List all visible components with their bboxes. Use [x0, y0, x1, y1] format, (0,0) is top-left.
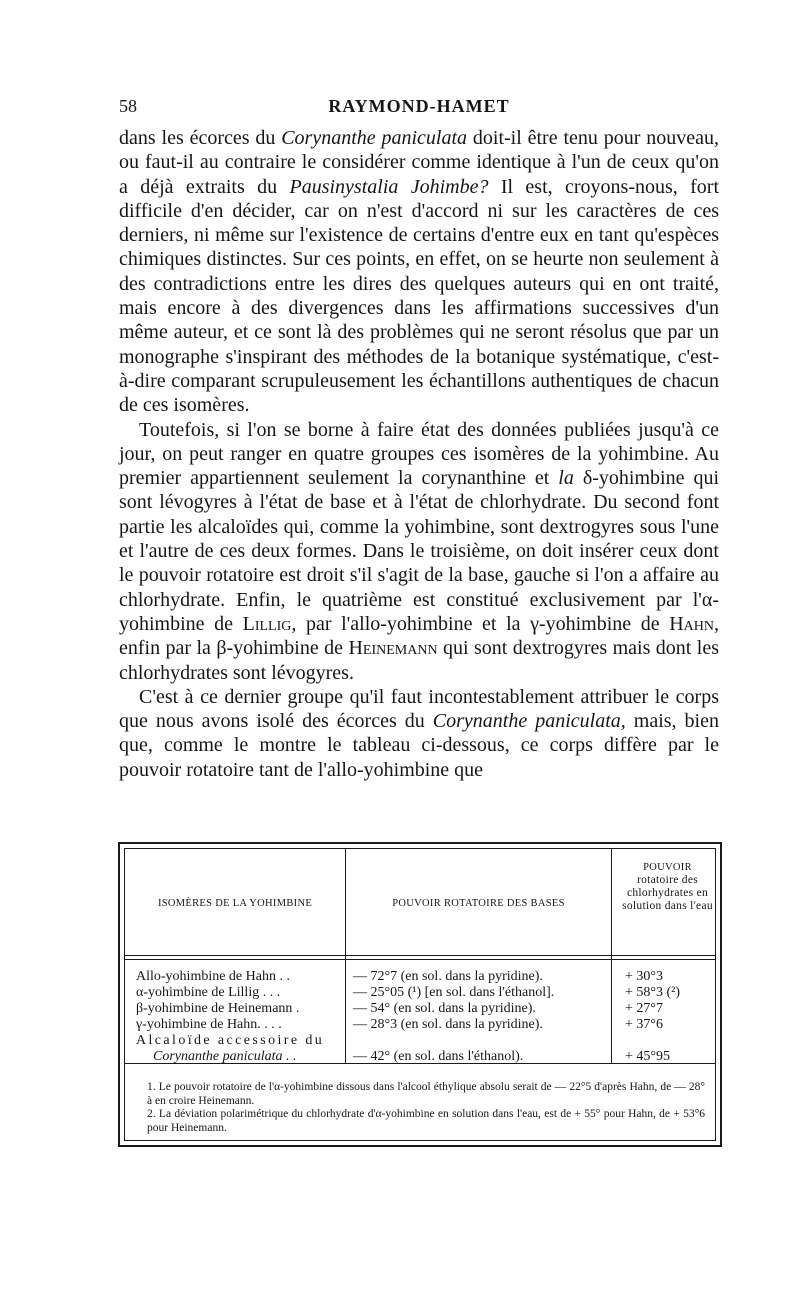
- row-chlor: + 45°95: [625, 1049, 670, 1064]
- text-run: , enfin par la β-yohimbine de: [119, 612, 719, 660]
- row-bases: — 28°3 (en sol. dans la pyridine).: [353, 1017, 543, 1032]
- row-isomer: Allo-yohimbine de Hahn . .: [136, 969, 290, 984]
- paragraph-2: [119, 418, 719, 685]
- row-bases: — 54° (en sol. dans la pyridine).: [353, 1001, 536, 1016]
- italic-text: la: [558, 467, 574, 490]
- row-chlor: + 30°3: [625, 969, 663, 984]
- header-chlorhydrates: [620, 861, 715, 913]
- author-name: Hahn: [669, 612, 714, 635]
- text-run: Il est, croyons-nous, fort difficile d'en décider, car on n'est d'accord ni sur les caractères de ces derniers, ni même sur l'existence de certains d'entre eux en tant qu'espèces chimiques distinctes. Sur ces points, en effet, on se heurte non seulement à des contradictions entre les dires des quelques auteurs qui en ont traité, mais encore à des divergences dans les affirmations successives d'un même auteur, et ce sont là des problèmes qui ne seront résolus que par un monographe s'inspirant des méthodes de la botanique systématique, c'est-à-dire comparant scrupuleusement les échantillons authentiques de chacun de ces isomères.: [119, 175, 720, 417]
- italic-species-name: Corynanthe paniculata: [281, 127, 468, 149]
- text-run: , par l'allo-yohimbine et la γ-yohimbine de: [291, 612, 670, 635]
- row-isomer: α-yohimbine de Lillig . . .: [136, 985, 281, 1000]
- header-rule: [125, 955, 715, 956]
- text-run: mais, bien que, comme le montre le tableau ci-dessous, ce corps diffère par le pouvoir rotatoire tant de l'allo-yohimbine que: [119, 710, 719, 781]
- header-chlorhydrates-title: POUVOIR: [643, 862, 692, 873]
- row-bases: — 72°7 (en sol. dans la pyridine).: [353, 969, 543, 984]
- row-isomer: β-yohimbine de Heinemann .: [136, 1001, 300, 1016]
- row-chlor: + 27°7: [625, 1001, 663, 1016]
- author-name: Lillig: [242, 612, 292, 635]
- row-isomer: γ-yohimbine de Hahn. . . .: [136, 1017, 282, 1032]
- table-footnote-1: 1. Le pouvoir rotatoire de l'α-yohimbine dissous dans l'alcool éthylique absolu serait de — 22°5 d'après Hahn, de — 28° à en croire Heinemann.: [147, 1081, 705, 1107]
- text-run: dans les écorces du: [119, 127, 282, 149]
- italic-species-name: Pausinystalia Johimbe?: [289, 175, 489, 198]
- text-run: doit-il être tenu pour nouveau, ou faut-il au contraire le considérer comme identique à l'un de ceux qu'on a déjà extraits du: [119, 127, 719, 198]
- text-run: C'est à ce dernier groupe qu'il faut incontestablement attribuer le corps que nous avons isolé des écorces du: [119, 685, 719, 733]
- page-number: 58: [119, 96, 137, 116]
- table-footnote-2: 2. La déviation polarimétrique du chlorhydrate d'α-yohimbine en solution dans l'eau, est de + 55° pour Hahn, de + 53°6 pour Heinemann.: [147, 1108, 705, 1134]
- row-chlor: + 37°6: [625, 1017, 663, 1032]
- text-run: Toutefois, si l'on se borne à faire état des données publiées jusqu'à ce jour, on peut ranger en quatre groupes ces isomères de la yohimbine. Au premier appartiennent seulement la corynanthine et: [119, 418, 719, 490]
- header-chlorhydrates-detail: rotatoire des chlorhydrates en solution dans l'eau: [622, 874, 713, 912]
- header-rule: [125, 959, 715, 960]
- text-run: δ-yohimbine qui sont lévogyres à l'état de base et à l'état de chlorhydrate. Du second font partie les alcaloïdes qui, comme la yohimbine, sont dextrogyres sous l'une et l'autre de ces deux formes. Dans le troisième, on doit insérer ceux dont le pouvoir rotatoire est droit s'il s'agit de la base, gauche si l'on a affaire au chlorhydrate. Enfin, le quatrième est constitué exclusivement par l'α-yohimbine de: [119, 467, 719, 635]
- row-bases: — 42° (en sol. dans l'éthanol).: [353, 1049, 524, 1064]
- column-divider: [611, 849, 612, 1063]
- table-inner-frame: [124, 848, 716, 1141]
- row-bases: — 25°05 (¹) [en sol. dans l'éthanol].: [353, 985, 555, 1000]
- text-run: qui sont dextrogyres mais dont les chlorhydrates sont lévogyres.: [119, 637, 720, 684]
- running-head: RAYMOND-HAMET: [328, 96, 510, 116]
- row-chlor: + 58°3 (²): [625, 985, 681, 1000]
- header-bases: POUVOIR ROTATOIRE DES BASES: [392, 898, 565, 909]
- paragraph-1: [119, 126, 719, 418]
- paragraph-3: [119, 685, 719, 782]
- body-text: [119, 126, 719, 782]
- rotation-table: [118, 842, 722, 1147]
- author-name: Heinemann: [348, 637, 438, 660]
- page-header: [119, 96, 719, 120]
- row-isomer: Alcaloïde accessoire du: [136, 1033, 325, 1048]
- column-divider: [345, 849, 346, 1063]
- row-isomer: Corynanthe paniculata . .: [153, 1049, 297, 1064]
- header-isomers: ISOMÈRES DE LA YOHIMBINE: [157, 898, 313, 909]
- italic-species-name: Corynanthe paniculata,: [432, 710, 626, 733]
